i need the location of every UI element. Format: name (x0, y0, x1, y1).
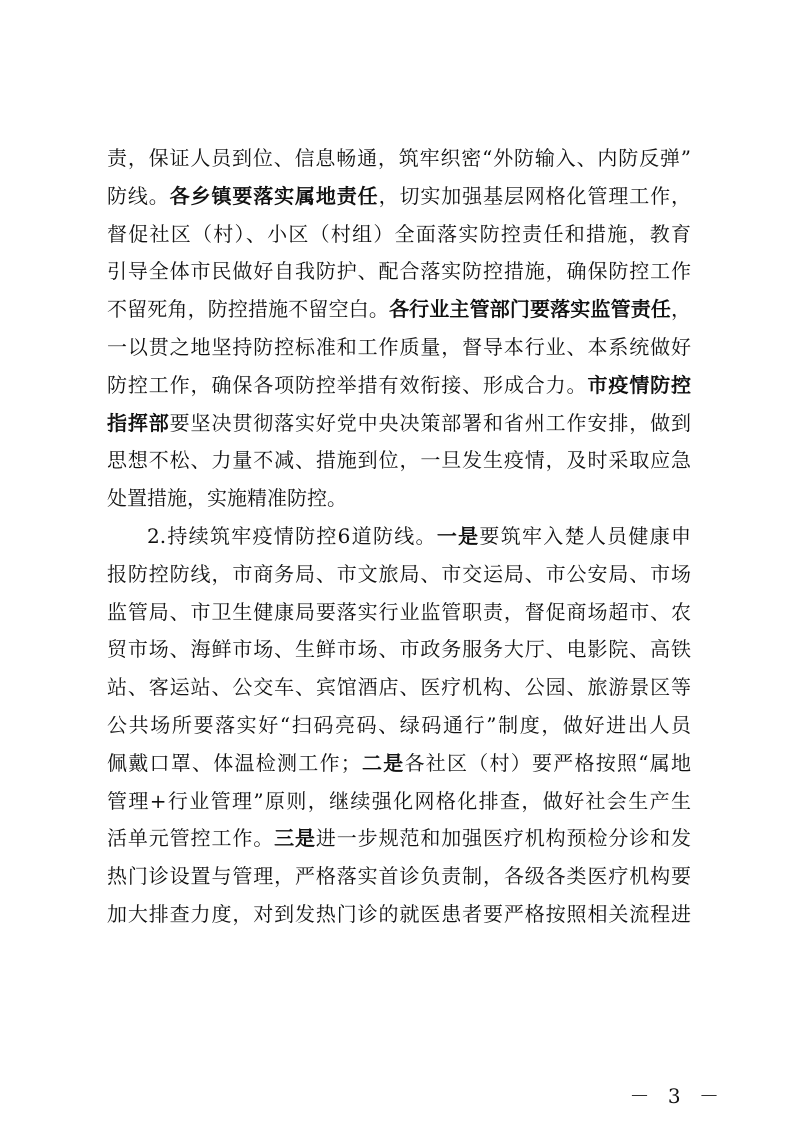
text-run: ，切实加强基层网格化管理工作， (378, 183, 691, 208)
text-run: 要坚决贯彻落实好党中央决策部署和省州工作安排，做到 (169, 410, 691, 435)
text-run: 防控工作，确保各项防控举措有效衔接、形成合力。 (107, 372, 588, 397)
text-line (107, 405, 691, 443)
paragraph-item-2 (107, 518, 691, 934)
emphasis-run: 二是 (360, 750, 405, 775)
text-line: 站、客运站、公交车、宾馆酒店、医疗机构、公园、旅游景区等 (107, 675, 691, 700)
text-run: 要筑牢入楚人员健康申 (479, 523, 691, 548)
text-line: 处置措施，实施精准防控。 (107, 486, 347, 511)
body-text (107, 140, 691, 934)
text-line (107, 745, 691, 783)
emphasis-run: 各乡镇要落实属地责任 (169, 183, 379, 208)
emphasis-run: 市疫情防控 (587, 372, 691, 397)
text-line: 公共场所要落实好“扫码亮码、绿码通行”制度，做好进出人员 (107, 712, 691, 737)
text-line: 贸市场、海鲜市场、生鲜市场、市政务服务大厅、电影院、高铁 (107, 637, 691, 662)
text-line: 引导全体市民做好自我防护、配合落实防控措施，确保防控工作 (107, 259, 691, 284)
paragraph-continuation (107, 140, 691, 518)
text-run: 防线。 (107, 183, 170, 208)
text-line: 管理+行业管理”原则，继续强化网格化排查，做好社会生产生 (107, 788, 691, 813)
text-line (107, 518, 691, 556)
text-line: 监管局、市卫生健康局要落实行业监管职责，督促商场超市、农 (107, 599, 691, 624)
text-run: 各社区（村）要严格按照“属地 (404, 750, 691, 775)
emphasis-run: 各行业主管部门要落实监管责任 (389, 297, 671, 322)
emphasis-run: 三是 (274, 826, 316, 851)
text-run: 不留死角，防控措施不留空白。 (107, 297, 389, 322)
text-run: 佩戴口罩、体温检测工作； (107, 750, 361, 775)
page-number: － 3 － (629, 1084, 725, 1108)
text-run: ， (671, 297, 691, 322)
text-line (107, 820, 691, 858)
text-run: 活单元管控工作。 (107, 826, 275, 851)
section-heading: 2.持续筑牢疫情防控6道防线。 (147, 523, 437, 548)
text-line: 加大排查力度，对到发热门诊的就医患者要严格按照相关流程进 (107, 901, 691, 926)
text-line: 思想不松、力量不减、措施到位，一旦发生疫情，及时采取应急 (107, 448, 691, 473)
text-line: 一以贯之地坚持防控标准和工作质量，督导本行业、本系统做好 (107, 334, 691, 359)
text-line (107, 178, 691, 216)
text-line: 热门诊设置与管理，严格落实首诊负责制，各级各类医疗机构要 (107, 864, 691, 889)
emphasis-run: 指挥部 (107, 410, 170, 435)
text-line (107, 291, 691, 329)
text-line: 责，保证人员到位、信息畅通，筑牢织密“外防输入、内防反弹” (107, 146, 691, 170)
text-line (107, 367, 691, 405)
text-line: 督促社区（村）、小区（村组）全面落实防控责任和措施，教育 (107, 221, 691, 246)
text-run: 进一步规范和加强医疗机构预检分诊和发 (315, 826, 691, 851)
text-line: 报防控防线，市商务局、市文旅局、市交运局、市公安局、市场 (107, 561, 691, 586)
emphasis-run: 一是 (436, 523, 480, 548)
